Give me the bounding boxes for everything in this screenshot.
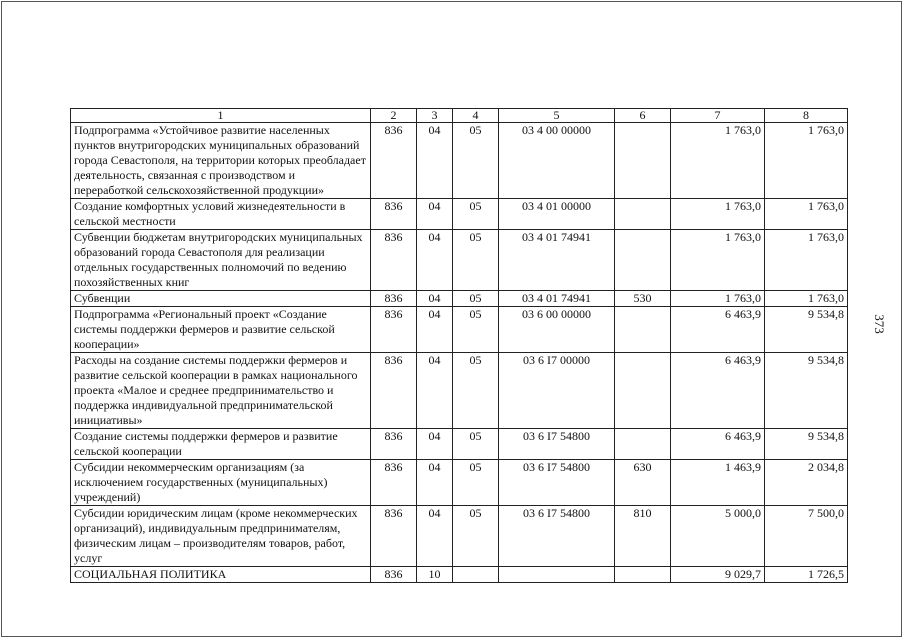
section-code-cell: 04: [417, 353, 453, 429]
table-header-row: [71, 109, 848, 123]
header-cell: 8: [765, 109, 848, 123]
table-row: [71, 429, 848, 460]
header-cell: 4: [453, 109, 499, 123]
expense-name-cell: СОЦИАЛЬНАЯ ПОЛИТИКА: [71, 567, 371, 583]
amount-year1-cell: 1 763,0: [671, 123, 765, 199]
expense-type-cell: 630: [615, 460, 671, 506]
amount-year2-cell: 9 534,8: [765, 429, 848, 460]
section-code-cell: 04: [417, 291, 453, 307]
subsection-code-cell: 05: [453, 291, 499, 307]
expense-type-cell: 810: [615, 506, 671, 567]
header-cell: 6: [615, 109, 671, 123]
subsection-code-cell: 05: [453, 353, 499, 429]
amount-year2-cell: 9 534,8: [765, 307, 848, 353]
subsection-code-cell: 05: [453, 123, 499, 199]
subsection-code-cell: 05: [453, 307, 499, 353]
target-article-cell: 03 6 I7 54800: [499, 460, 615, 506]
subsection-code-cell: 05: [453, 429, 499, 460]
ministry-code-cell: 836: [371, 429, 417, 460]
expense-name-cell: Субсидии юридическим лицам (кроме некоммерческих организаций), индивидуальным предпринимателям, физическим лицам – производителям товаров, работ, услуг: [71, 506, 371, 567]
amount-year2-cell: 2 034,8: [765, 460, 848, 506]
expense-type-cell: 530: [615, 291, 671, 307]
ministry-code-cell: 836: [371, 567, 417, 583]
ministry-code-cell: 836: [371, 123, 417, 199]
amount-year2-cell: 1 763,0: [765, 291, 848, 307]
expense-type-cell: [615, 353, 671, 429]
header-cell: 5: [499, 109, 615, 123]
ministry-code-cell: 836: [371, 291, 417, 307]
target-article-cell: 03 4 01 00000: [499, 199, 615, 230]
expense-name-cell: Расходы на создание системы поддержки фермеров и развитие сельской кооперации в рамках национального проекта «Малое и среднее предпринимательство и поддержка индивидуальной предпринимательской инициативы»: [71, 353, 371, 429]
table-row: [71, 291, 848, 307]
expense-type-cell: [615, 567, 671, 583]
table-row: [71, 567, 848, 583]
page-number: 373: [872, 314, 887, 334]
target-article-cell: [499, 567, 615, 583]
subsection-code-cell: [453, 567, 499, 583]
expense-name-cell: Подпрограмма «Устойчивое развитие населенных пунктов внутригородских муниципальных образований города Севастополя, на территории которых преобладает деятельность, связанная с производством и переработкой сельскохозяйственной продукции»: [71, 123, 371, 199]
expense-name-cell: Создание системы поддержки фермеров и развитие сельской кооперации: [71, 429, 371, 460]
amount-year1-cell: 1 463,9: [671, 460, 765, 506]
expense-name-cell: Субвенции бюджетам внутригородских муниципальных образований города Севастополя для реализации отдельных государственных полномочий по ведению похозяйственных книг: [71, 230, 371, 291]
subsection-code-cell: 05: [453, 230, 499, 291]
amount-year1-cell: 5 000,0: [671, 506, 765, 567]
expense-name-cell: Создание комфортных условий жизнедеятельности в сельской местности: [71, 199, 371, 230]
section-code-cell: 04: [417, 307, 453, 353]
expense-name-cell: Субсидии некоммерческим организациям (за исключением государственных (муниципальных) учреждений): [71, 460, 371, 506]
ministry-code-cell: 836: [371, 307, 417, 353]
subsection-code-cell: 05: [453, 506, 499, 567]
ministry-code-cell: 836: [371, 230, 417, 291]
section-code-cell: 04: [417, 460, 453, 506]
expense-type-cell: [615, 123, 671, 199]
section-code-cell: 04: [417, 199, 453, 230]
target-article-cell: 03 6 I7 54800: [499, 506, 615, 567]
ministry-code-cell: 836: [371, 353, 417, 429]
target-article-cell: 03 6 I7 00000: [499, 353, 615, 429]
target-article-cell: 03 6 I7 54800: [499, 429, 615, 460]
ministry-code-cell: 836: [371, 199, 417, 230]
amount-year2-cell: 1 763,0: [765, 199, 848, 230]
header-cell: 7: [671, 109, 765, 123]
table-row: [71, 353, 848, 429]
amount-year1-cell: 1 763,0: [671, 199, 765, 230]
amount-year2-cell: 7 500,0: [765, 506, 848, 567]
target-article-cell: 03 4 01 74941: [499, 291, 615, 307]
subsection-code-cell: 05: [453, 199, 499, 230]
table-row: [71, 123, 848, 199]
amount-year2-cell: 1 726,5: [765, 567, 848, 583]
amount-year1-cell: 9 029,7: [671, 567, 765, 583]
header-cell: 2: [371, 109, 417, 123]
amount-year2-cell: 9 534,8: [765, 353, 848, 429]
section-code-cell: 10: [417, 567, 453, 583]
section-code-cell: 04: [417, 429, 453, 460]
table-row: [71, 307, 848, 353]
section-code-cell: 04: [417, 506, 453, 567]
table-row: [71, 506, 848, 567]
expense-type-cell: [615, 429, 671, 460]
target-article-cell: 03 4 01 74941: [499, 230, 615, 291]
expense-type-cell: [615, 230, 671, 291]
expense-name-cell: Субвенции: [71, 291, 371, 307]
ministry-code-cell: 836: [371, 460, 417, 506]
amount-year1-cell: 1 763,0: [671, 230, 765, 291]
expense-name-cell: Подпрограмма «Региональный проект «Создание системы поддержки фермеров и развитие сельской кооперации»: [71, 307, 371, 353]
amount-year2-cell: 1 763,0: [765, 230, 848, 291]
target-article-cell: 03 4 00 00000: [499, 123, 615, 199]
section-code-cell: 04: [417, 230, 453, 291]
header-cell: 1: [71, 109, 371, 123]
table-row: [71, 199, 848, 230]
amount-year1-cell: 6 463,9: [671, 307, 765, 353]
ministry-code-cell: 836: [371, 506, 417, 567]
amount-year1-cell: 6 463,9: [671, 353, 765, 429]
target-article-cell: 03 6 00 00000: [499, 307, 615, 353]
amount-year2-cell: 1 763,0: [765, 123, 848, 199]
subsection-code-cell: 05: [453, 460, 499, 506]
document-page: [1, 1, 902, 637]
amount-year1-cell: 6 463,9: [671, 429, 765, 460]
table-row: [71, 230, 848, 291]
table-row: [71, 460, 848, 506]
section-code-cell: 04: [417, 123, 453, 199]
amount-year1-cell: 1 763,0: [671, 291, 765, 307]
budget-table: [70, 108, 848, 583]
expense-type-cell: [615, 307, 671, 353]
header-cell: 3: [417, 109, 453, 123]
expense-type-cell: [615, 199, 671, 230]
